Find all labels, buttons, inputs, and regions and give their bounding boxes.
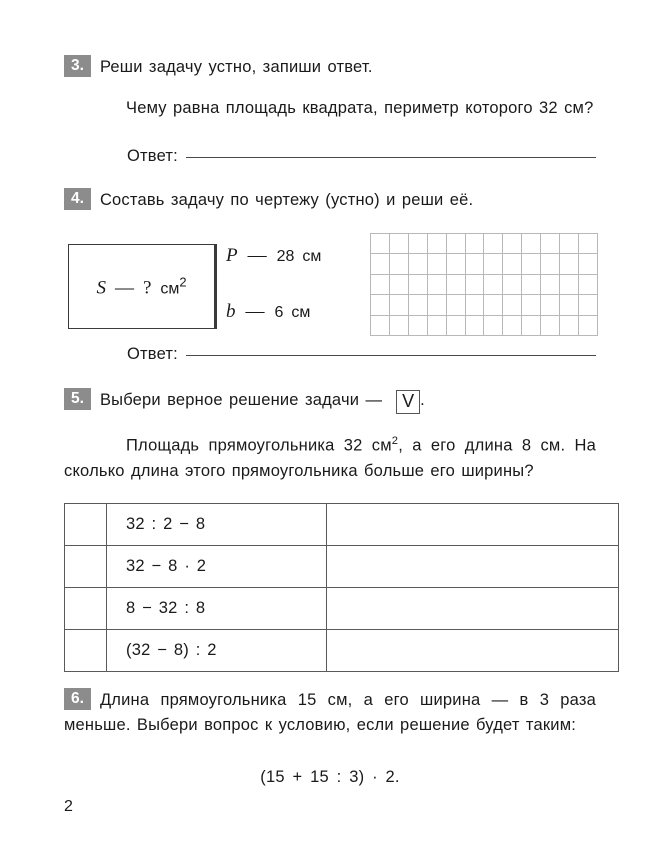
area-unit-superscript: 2 <box>179 273 187 289</box>
grid-cell <box>409 275 428 295</box>
solution-options-table <box>64 503 619 672</box>
grid-cell <box>522 316 541 336</box>
task-4 <box>64 188 596 213</box>
width-unit: см <box>291 304 311 321</box>
grid-cell <box>428 295 447 315</box>
task-6-expression: (15 + 15 : 3) · 2. <box>260 768 400 786</box>
checkmark-box[interactable]: V <box>396 390 420 414</box>
task-3-body-block <box>64 96 596 121</box>
perimeter-value: 28 <box>276 248 295 265</box>
grid-cell <box>579 234 598 254</box>
task-6-body: Длина прямоугольника 15 см, а его ширина — в 3 раза меньше. Выбери вопрос к условию, если решение будет таким: <box>64 691 596 734</box>
grid-cell <box>560 275 579 295</box>
table-row[interactable] <box>65 504 619 546</box>
grid-cell <box>447 275 466 295</box>
table-row[interactable] <box>65 588 619 630</box>
grid-cell <box>390 316 409 336</box>
task-3-answer-row[interactable] <box>127 147 596 166</box>
grid-cell <box>466 234 485 254</box>
grid-cell <box>522 275 541 295</box>
page-number: 2 <box>64 798 73 815</box>
task-3-body: Чему равна площадь квадрата, периметр которого 32 см? <box>126 99 594 117</box>
grid-cell <box>371 234 390 254</box>
table-row[interactable] <box>65 546 619 588</box>
task-5-body-part2: , а его длина 8 см. На сколько длина этого прямоугольника больше его ширины? <box>64 436 596 480</box>
grid-cell <box>390 254 409 274</box>
grid-cell <box>541 275 560 295</box>
area-value: ? <box>142 277 152 299</box>
task-4-badge: 4. <box>64 188 91 210</box>
grid-cell <box>466 316 485 336</box>
grid-cell <box>560 316 579 336</box>
area-symbol: S <box>96 277 106 299</box>
grid-cell <box>447 316 466 336</box>
perimeter-unit: см <box>302 248 322 265</box>
figure-brace-line <box>215 244 217 329</box>
table-row[interactable] <box>65 630 619 672</box>
task-4-instruction: Составь задачу по чертежу (устно) и реши её. <box>99 191 474 209</box>
area-rectangle <box>68 244 215 329</box>
graph-paper-grid <box>370 233 598 336</box>
grid-cell <box>579 275 598 295</box>
grid-cell <box>560 254 579 274</box>
grid-cell <box>409 254 428 274</box>
grid-cell <box>466 275 485 295</box>
grid-cell <box>371 254 390 274</box>
option-blank-cell[interactable] <box>327 630 619 672</box>
grid-cell <box>484 234 503 254</box>
grid-cell <box>484 254 503 274</box>
grid-cell <box>447 234 466 254</box>
grid-cell <box>541 316 560 336</box>
option-expression-cell: 8 − 32 : 8 <box>107 588 327 630</box>
width-value: 6 <box>274 304 284 321</box>
width-symbol: b <box>226 301 236 322</box>
grid-cell <box>409 234 428 254</box>
grid-cell <box>560 295 579 315</box>
grid-cell <box>522 234 541 254</box>
grid-cell <box>447 254 466 274</box>
task-5-badge: 5. <box>64 388 91 410</box>
grid-cell <box>447 295 466 315</box>
grid-cell <box>371 295 390 315</box>
perimeter-symbol: P <box>226 245 238 266</box>
width-label <box>226 302 366 323</box>
grid-cell <box>579 295 598 315</box>
figure-brace-labels <box>226 244 366 329</box>
option-checkbox-cell[interactable] <box>65 630 107 672</box>
grid-cell <box>503 316 522 336</box>
grid-cell <box>484 275 503 295</box>
task-4-instruction-line <box>64 188 596 213</box>
task-3 <box>64 55 596 80</box>
grid-cell <box>503 295 522 315</box>
task-5-instruction-period: . <box>420 391 425 409</box>
task-5-instruction: Выбери верное решение задачи — <box>99 391 383 409</box>
task-5-body-part1: Площадь прямоугольника 32 см <box>126 436 392 455</box>
task-5-body-block <box>64 429 596 484</box>
grid-cell <box>390 234 409 254</box>
task-3-instruction: Реши задачу устно, запиши ответ. <box>99 58 373 76</box>
task-6-body-line <box>64 688 596 738</box>
grid-cell <box>579 316 598 336</box>
grid-cell <box>522 295 541 315</box>
grid-cell <box>466 254 485 274</box>
task-5-body-superscript: 2 <box>391 435 399 447</box>
grid-cell <box>409 316 428 336</box>
grid-cell <box>541 295 560 315</box>
grid-cell <box>484 316 503 336</box>
option-checkbox-cell[interactable] <box>65 546 107 588</box>
task-3-answer-label: Ответ: <box>127 147 178 165</box>
area-dash: — <box>114 277 134 299</box>
width-dash: — <box>245 301 265 322</box>
grid-cell <box>503 275 522 295</box>
task-3-instruction-line <box>64 55 596 80</box>
option-expression-cell: 32 − 8 · 2 <box>107 546 327 588</box>
grid-cell <box>484 295 503 315</box>
task-6 <box>64 688 596 738</box>
option-expression-cell: (32 − 8) : 2 <box>107 630 327 672</box>
grid-cell <box>428 234 447 254</box>
option-blank-cell[interactable] <box>327 504 619 546</box>
task-5-instruction-line <box>64 388 596 414</box>
option-blank-cell[interactable] <box>327 546 619 588</box>
grid-cell <box>390 295 409 315</box>
task-3-answer-rule[interactable] <box>186 157 596 158</box>
area-unit: см <box>160 280 180 298</box>
task-5 <box>64 388 596 414</box>
grid-cell <box>579 254 598 274</box>
grid-cell <box>522 254 541 274</box>
grid-cell <box>503 234 522 254</box>
option-expression-cell: 32 : 2 − 8 <box>107 504 327 546</box>
perimeter-dash: — <box>247 245 267 266</box>
grid-cell <box>466 295 485 315</box>
option-blank-cell[interactable] <box>327 588 619 630</box>
task-4-answer-row[interactable] <box>127 345 596 364</box>
grid-cell <box>371 275 390 295</box>
task-3-badge: 3. <box>64 55 91 77</box>
grid-cell <box>503 254 522 274</box>
area-rectangle-label <box>69 274 214 299</box>
option-checkbox-cell[interactable] <box>65 588 107 630</box>
grid-cell <box>428 254 447 274</box>
task-6-badge: 6. <box>64 688 91 710</box>
perimeter-label <box>226 246 366 267</box>
grid-cell <box>428 275 447 295</box>
task-5-body <box>64 429 596 484</box>
grid-cell <box>390 275 409 295</box>
grid-cell <box>371 316 390 336</box>
grid-cell <box>541 254 560 274</box>
task-4-figure <box>64 233 596 337</box>
grid-cell <box>560 234 579 254</box>
grid-cell <box>409 295 428 315</box>
task-4-answer-rule[interactable] <box>186 355 596 356</box>
task-4-answer-label: Ответ: <box>127 345 178 363</box>
grid-cell <box>428 316 447 336</box>
grid-cell <box>541 234 560 254</box>
option-checkbox-cell[interactable] <box>65 504 107 546</box>
